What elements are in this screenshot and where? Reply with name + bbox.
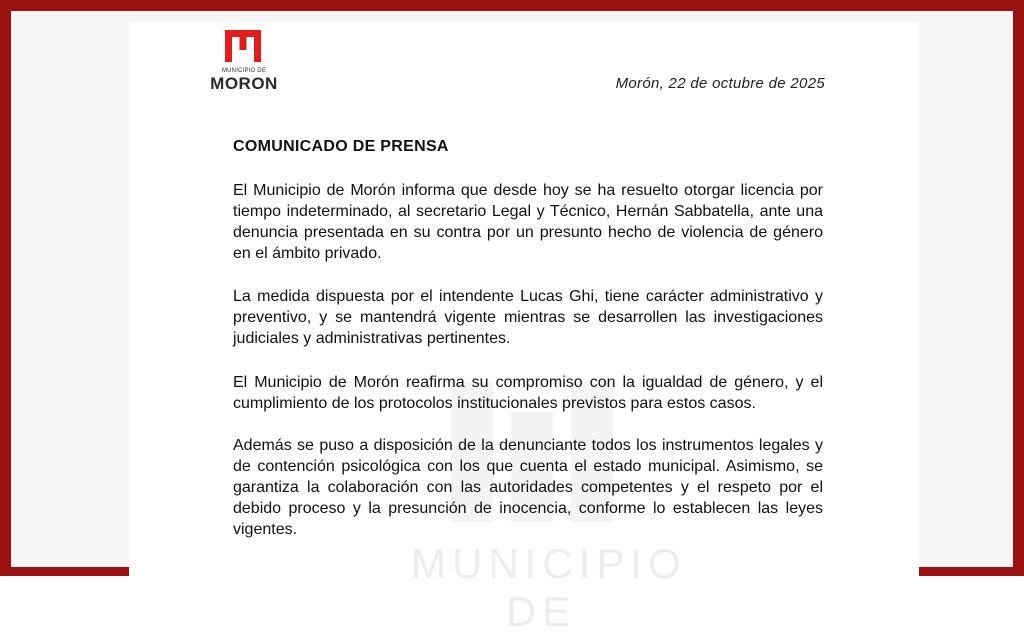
- page-title: COMUNICADO DE PRENSA: [233, 138, 449, 155]
- paragraph-2: La medida dispuesta por el intendente Lucas Ghi, tiene carácter administrativo y preventivo, y se mantendrá vigente mientras se desarrollen las investigaciones judiciales y administrativas pertinentes.: [233, 288, 823, 347]
- press-release-sheet: [129, 22, 919, 635]
- paragraph-3: El Municipio de Morón reafirma su compromiso con la igualdad de género, y el cumplimiento de los protocolos institucionales previstos para estos casos.: [233, 374, 823, 412]
- date-line: Morón, 22 de octubre de 2025: [615, 75, 825, 92]
- paragraph-4: Además se puso a disposición de la denunciante todos los instrumentos legales y de contención psicológica con los que cuenta el estado municipal. Asimismo, se garantiza la colaboración con las autoridades competentes y el respeto por el debido proceso y la presunción de inocencia, conforme lo establecen las leyes vigentes.: [233, 437, 823, 538]
- paragraph-1: El Municipio de Morón informa que desde hoy se ha resuelto otorgar licencia por tiempo indeterminado, al secretario Legal y Técnico, Hernán Sabbatella, ante una denuncia presentada en su contra por un presunto hecho de violencia de género en el ámbito privado.: [233, 182, 823, 262]
- logo-subtitle: MUNICIPIO DE: [221, 68, 267, 74]
- watermark-text: MUNICIPIO DE: [411, 540, 687, 635]
- morón-logo-mark-icon: [223, 28, 263, 64]
- municipio-logo: [209, 28, 279, 94]
- logo-name: MORON: [210, 74, 278, 93]
